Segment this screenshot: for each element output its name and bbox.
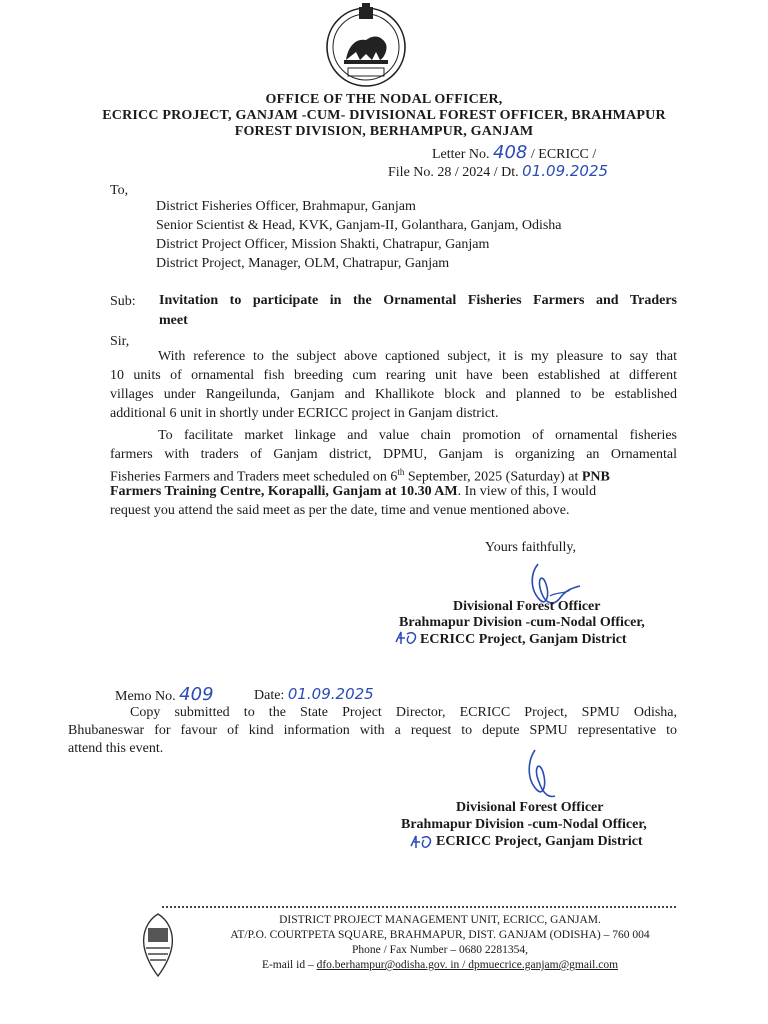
signature-2-designation: Brahmapur Division -cum-Nodal Officer, bbox=[401, 817, 647, 832]
addressee-4: District Project, Manager, OLM, Chatrapur, Ganjam bbox=[156, 256, 450, 271]
subject-label: Sub: bbox=[110, 294, 136, 309]
odisha-emblem bbox=[322, 2, 410, 88]
signature-1-designation: Brahmapur Division -cum-Nodal Officer, bbox=[399, 615, 645, 630]
file-number-prefix: File No. 28 / 2024 / Dt. bbox=[388, 165, 519, 180]
para2-line-5: request you attend the said meet as per the date, time and venue mentioned above. bbox=[110, 503, 570, 518]
ecricc-logo bbox=[138, 912, 178, 978]
para2-line-4-rest: . In view of this, I would bbox=[457, 484, 597, 499]
footer-phone: Phone / Fax Number – 0680 2281354, bbox=[351, 944, 528, 956]
to-label: To, bbox=[110, 183, 129, 198]
footer-unit: DISTRICT PROJECT MANAGEMENT UNIT, ECRICC, GANJAM. bbox=[279, 914, 601, 926]
memo-text-line-3: attend this event. bbox=[68, 741, 164, 756]
date-superscript: th bbox=[397, 467, 405, 477]
para2-line-2: farmers with traders of Ganjam district, DPMU, Ganjam is organizing an Ornamental bbox=[110, 447, 677, 462]
closing: Yours faithfully, bbox=[485, 540, 577, 555]
memo-prefix: Memo No. bbox=[115, 689, 176, 704]
memo-date-label: Date: bbox=[254, 688, 285, 703]
para1-line-1: With reference to the subject above captioned subject, it is my pleasure to say that bbox=[158, 349, 677, 364]
signature-2-initials bbox=[408, 832, 436, 852]
signature-1-initials bbox=[393, 628, 421, 648]
office-subtitle: ECRICC PROJECT, GANJAM -CUM- DIVISIONAL FOREST OFFICER, BRAHMAPUR bbox=[102, 108, 666, 123]
footer-divider bbox=[162, 906, 676, 908]
letter-number-handwritten: 408 bbox=[493, 142, 528, 163]
para1-line-2: 10 units of ornamental fish breeding cum rearing unit have been established at different bbox=[110, 368, 677, 383]
footer-email-line bbox=[190, 957, 690, 973]
subject-line-1: Invitation to participate in the Ornamental Fisheries Farmers and Traders bbox=[159, 293, 677, 308]
signature-1-project: ECRICC Project, Ganjam District bbox=[420, 632, 627, 647]
addressee-1: District Fisheries Officer, Brahmapur, Ganjam bbox=[156, 199, 416, 214]
footer-email-label: E-mail id – bbox=[261, 959, 317, 971]
footer-address: AT/P.O. COURTPETA SQUARE, BRAHMAPUR, DIST. GANJAM (ODISHA) – 760 004 bbox=[230, 929, 650, 941]
footer-email-link[interactable]: dfo.berhampur@odisha.gov. in / dpmuecrice.ganjam@gmail.com bbox=[316, 959, 619, 971]
para2-line-1: To facilitate market linkage and value chain promotion of ornamental fisheries bbox=[158, 428, 677, 443]
memo-number-handwritten: 409 bbox=[179, 684, 214, 705]
signature-2-title: Divisional Forest Officer bbox=[456, 800, 604, 815]
para1-line-4: additional 6 unit in shortly under ECRICC project in Ganjam district. bbox=[110, 406, 499, 421]
signature-2-project: ECRICC Project, Ganjam District bbox=[436, 834, 643, 849]
para2-line-3-text: Fisheries Farmers and Traders meet scheduled on 6 bbox=[110, 469, 398, 485]
salutation: Sir, bbox=[110, 334, 130, 349]
signature-1-title: Divisional Forest Officer bbox=[453, 599, 601, 614]
addressee-3: District Project Officer, Mission Shakti, Chatrapur, Ganjam bbox=[156, 237, 490, 252]
office-division: FOREST DIVISION, BERHAMPUR, GANJAM bbox=[234, 124, 534, 139]
addressee-2: Senior Scientist & Head, KVK, Ganjam-II, Golanthara, Ganjam, Odisha bbox=[156, 218, 562, 233]
office-title: OFFICE OF THE NODAL OFFICER, bbox=[265, 92, 503, 107]
venue-details: Farmers Training Centre, Korapalli, Ganjam at 10.30 AM bbox=[110, 484, 458, 499]
memo-text-line-1: Copy submitted to the State Project Director, ECRICC Project, SPMU Odisha, bbox=[130, 705, 677, 720]
memo-date-handwritten: 01.09.2025 bbox=[287, 685, 374, 703]
file-date-handwritten: 01.09.2025 bbox=[522, 162, 609, 180]
file-number-line bbox=[388, 162, 608, 183]
signature-2-image bbox=[515, 746, 585, 806]
letter-number-suffix: / ECRICC / bbox=[530, 147, 597, 162]
venue-start: PNB bbox=[581, 469, 610, 485]
para2-line-4 bbox=[110, 482, 596, 502]
para1-line-3: villages under Rangeilunda, Ganjam and Khallikote block and planned to be established bbox=[110, 387, 677, 402]
memo-text-line-2: Bhubaneswar for favour of kind information with a request to depute SPMU representative to bbox=[68, 723, 677, 738]
letter-number-prefix: Letter No. bbox=[432, 147, 490, 162]
subject-line-2: meet bbox=[159, 313, 188, 328]
para2-line-3-date: September, 2025 (Saturday) at bbox=[404, 469, 582, 485]
